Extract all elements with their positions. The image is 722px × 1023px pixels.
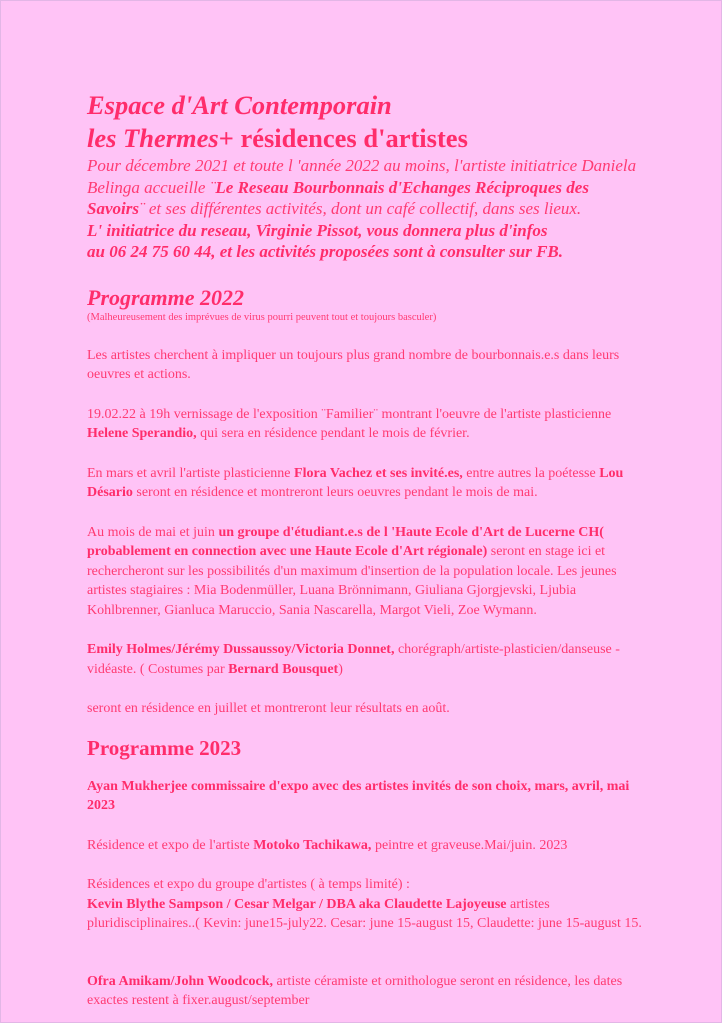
intro-text-end: ¨ et ses différentes activités, dont un café collectif, dans ses lieux. (138, 199, 582, 218)
text: peintre et graveuse.Mai/juin. 2023 (371, 837, 568, 853)
paragraph-ayan: Ayan Mukherjee commissaire d'expo avec des artistes invités de son choix, mars, avril, mai 2023 (87, 778, 630, 813)
paragraph-may (87, 523, 647, 621)
artist-names: Kevin Blythe Sampson / Cesar Melgar / DBA aka Claudette Lajoyeuse (87, 896, 507, 912)
programme-2023-heading: Programme 2023 (87, 735, 242, 760)
paragraph-ofra (87, 972, 647, 1011)
page-title (87, 89, 647, 155)
text: chorégraph/artiste-plasticien/danseuse -vidéaste. ( Costumes par (87, 642, 620, 677)
contact-line-2: au 06 24 75 60 44, et les activités proposées sont à consulter sur FB. (87, 242, 564, 261)
document-content (87, 89, 647, 1011)
paragraph-group (87, 875, 647, 934)
text: seront en stage ici et rechercheront sur les possibilités d'un maximum d'insertion de la population locale. Les jeunes artistes stagiaires : Mia Bodenmüller, Luana Brönnimann, Giuliana Gjorgjevski, Ljubia Kohlbrenner, Gianluca Maruccio, Sania Nascarella, Margot Vieli, Zoe Wymann. (87, 544, 617, 618)
title-line-2-rest: + résidences d'artistes (218, 123, 468, 153)
text: Résidences et expo du groupe d'artistes ( à temps limité) : (87, 877, 410, 892)
text: En mars et avril l'artiste plasticienne (87, 465, 295, 481)
programme-2022-note: (Malheureusement des imprévues de virus pourri peuvent tout et toujours basculer) (87, 311, 437, 323)
paragraph-july (87, 640, 647, 679)
intro-paragraph (87, 155, 647, 263)
text: entre autres la poétesse (462, 465, 600, 481)
paragraph-motoko (87, 836, 647, 856)
title-line-2-italic: les Thermes (87, 123, 219, 153)
paragraph-february (87, 405, 647, 444)
artist-name: Flora Vachez et ses invité.es, (294, 465, 463, 481)
artist-name: Lou Désario (87, 465, 624, 500)
paragraph-july-end: seront en résidence en juillet et montreront leur résultats en août. (87, 701, 450, 716)
costume-designer: Bernard Bousquet (228, 661, 339, 677)
text: Au mois de mai et juin (87, 524, 219, 540)
text: ) (338, 661, 343, 677)
network-name: Le Reseau Bourbonnais d'Echanges Réciproques des Savoirs (87, 177, 589, 218)
text: artistes pluridisciplinaires..( Kevin: june15-july22. Cesar: june 15-august 15, Claudette: june 15-august 15. (87, 896, 642, 931)
artist-names: Emily Holmes/Jérémy Dussaussoy/Victoria Donnet, (87, 642, 395, 657)
text: qui sera en résidence pendant le mois de février. (196, 426, 470, 441)
group-name: un groupe d'étudiant.e.s de l 'Haute Ecole d'Art de Lucerne CH( probablement en connection avec une Haute Ecole d'Art régionale) (87, 524, 604, 559)
artist-names: Ofra Amikam/John Woodcock, (87, 973, 274, 989)
intro-text: Pour décembre 2021 et toute l 'année 2022 au moins, l'artiste initiatrice Daniela Belinga accueille ¨ (87, 156, 637, 197)
title-line-1: Espace d'Art Contemporain (87, 90, 392, 120)
paragraph-intro-2022: Les artistes cherchent à impliquer un toujours plus grand nombre de bourbonnais.e.s dans leurs oeuvres et actions. (87, 347, 620, 382)
contact-line-1: L' initiatrice du reseau, Virginie Pissot, vous donnera plus d'infos (87, 220, 548, 240)
text: 19.02.22 à 19h vernissage de l'exposition ¨Familier¨ montrant l'oeuvre de l'artiste plasticienne (87, 406, 612, 422)
text: seront en résidence et montreront leurs oeuvres pendant le mois de mai. (132, 485, 538, 500)
paragraph-march (87, 464, 647, 503)
text: artiste céramiste et ornithologue seront en résidence, les dates exactes restent à fixer.august/september (87, 973, 623, 1008)
artist-name: Motoko Tachikawa, (253, 837, 372, 853)
artist-name: Helene Sperandio, (87, 426, 197, 441)
text: Résidence et expo de l'artiste (87, 837, 254, 853)
programme-2022-heading: Programme 2022 (87, 284, 245, 310)
